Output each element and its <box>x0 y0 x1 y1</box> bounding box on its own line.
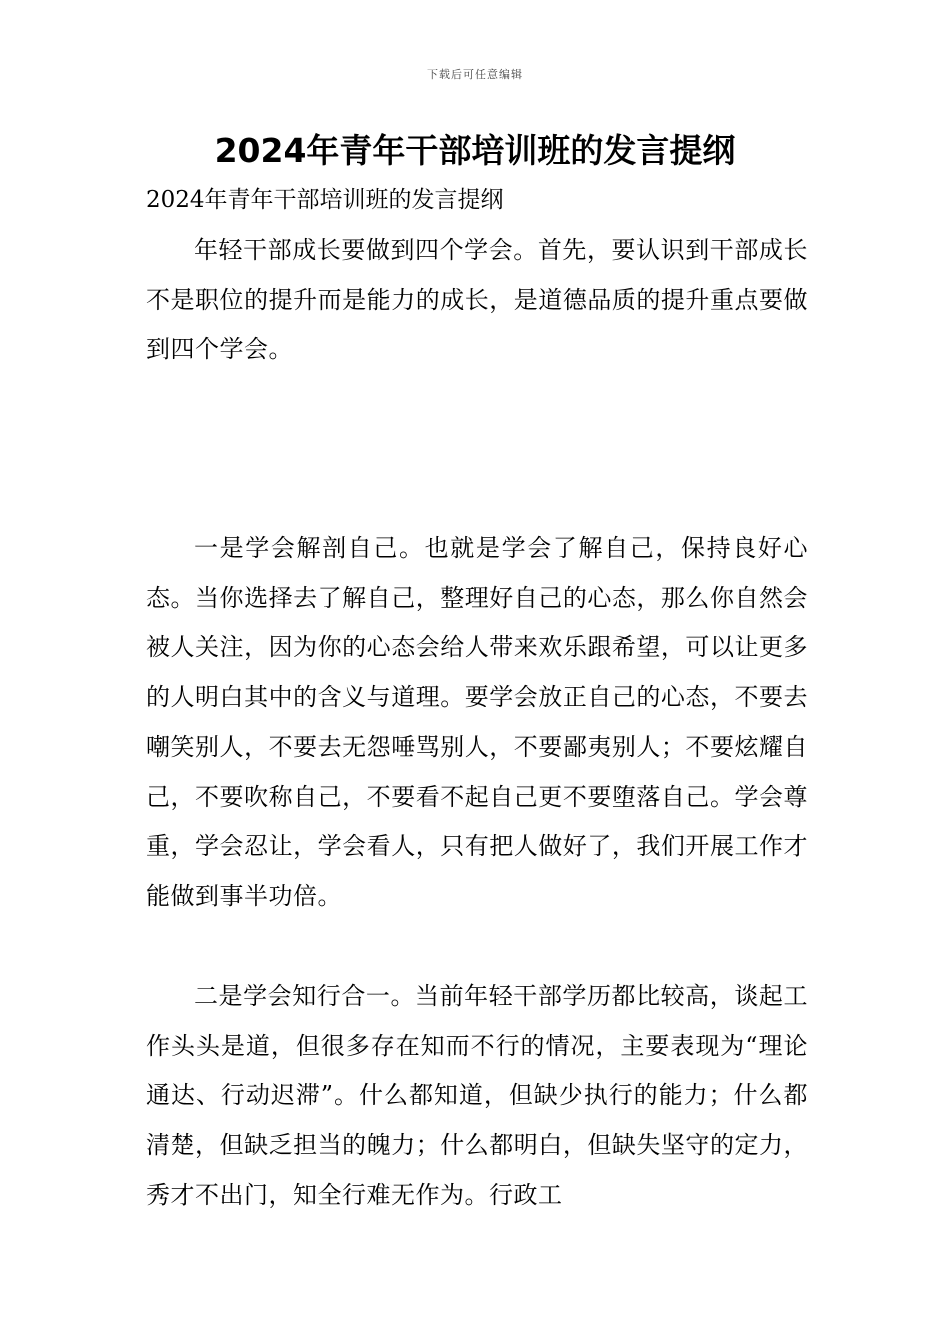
document-subtitle: 2024年青年干部培训班的发言提纲 <box>146 187 504 213</box>
document-title: 2024年青年干部培训班的发言提纲 <box>214 131 736 170</box>
paragraph-intro: 年轻干部成长要做到四个学会。首先，要认识到干部成长不是职位的提升而是能力的成长，是道德品质的提升重点要做到四个学会。 <box>146 236 808 364</box>
header-note: 下载后可任意编辑 <box>427 68 523 81</box>
paragraph-knowledge-action: 二是学会知行合一。当前年轻干部学历都比较高，谈起工作头头是道，但很多存在知而不行的情况，主要表现为“理论通达、行动迟滞”。什么都知道，但缺少执行的能力；什么都清楚，但缺乏担当的魄力；什么都明白，但缺失坚守的定力，秀才不出门，知全行难无作为。行政工 <box>146 982 808 1209</box>
paragraph-self-analysis: 一是学会解剖自己。也就是学会了解自己，保持良好心态。当你选择去了解自己，整理好自己的心态，那么你自然会被人关注，因为你的心态会给人带来欢乐跟希望，可以让更多的人明白其中的含义与道理。要学会放正自己的心态，不要去嘲笑别人，不要去无怨唾骂别人，不要鄙夷别人；不要炫耀自己，不要吹称自己，不要看不起自己更不要堕落自己。学会尊重，学会忍让，学会看人，只有把人做好了，我们开展工作才能做到事半功倍。 <box>146 534 808 910</box>
